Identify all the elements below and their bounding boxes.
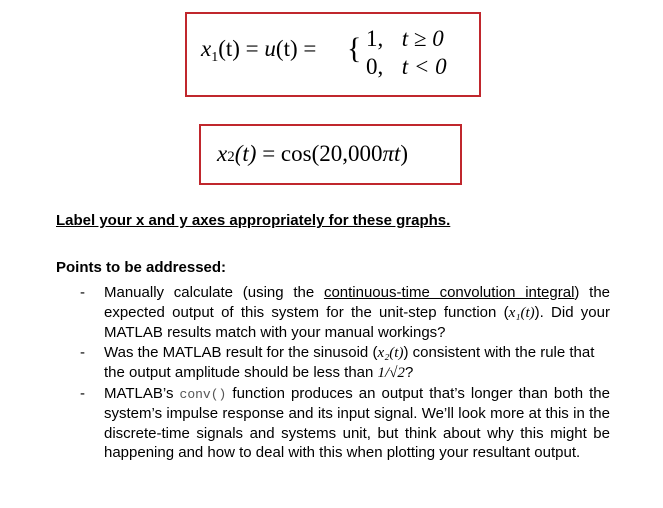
bullet-text-sinusoid: [104, 343, 610, 384]
piecewise-brace: {: [347, 32, 362, 65]
eq1-step-func: u: [264, 36, 276, 61]
eq2-rhs: = cos(20,000: [256, 141, 383, 166]
b1-post: ). Did your MATLAB results match with your manual workings?: [104, 303, 610, 341]
eq2-pi-t: πt: [382, 141, 401, 166]
label-axes-instruction: Label your x and y axes appropriately for these graphs.: [56, 212, 451, 229]
sinusoid-equation: [217, 141, 408, 167]
b3-post: function produces an output that’s longer than both the system’s impulse response and its input signal. We’ll look more at this in the discrete-time signals and systems unit, but think about why this might be happening and how to deal with this when plotting your resultant output.: [104, 384, 610, 461]
eq1-arg: (t) =: [218, 36, 265, 61]
bullet-dash: -: [80, 343, 85, 361]
conv-code: conv(): [179, 386, 227, 402]
b1-pre: Manually calculate (using the: [104, 284, 324, 301]
list-item: [80, 283, 610, 343]
bullet-dash: -: [80, 284, 85, 301]
b1-mid: ) the expected output of this system for the unit-step function (: [104, 284, 611, 321]
list-item: [80, 384, 610, 463]
list-item: [80, 343, 610, 384]
bullet-dash: -: [80, 384, 85, 402]
eq2-close: ): [400, 141, 409, 166]
case-2-value: 0,: [366, 54, 384, 79]
points-heading: Points to be addressed:: [56, 259, 227, 276]
b2-fraction: 1/√2: [377, 365, 405, 381]
points-list: [80, 283, 610, 463]
b2-mid: ) consistent with the rule that the output amplitude should be less than: [104, 343, 595, 381]
case-1-condition: t ≥ 0: [401, 26, 444, 51]
eq1-subscript: 1: [211, 50, 219, 65]
eq2-arg: (t): [234, 141, 257, 166]
b2-pre: Was the MATLAB result for the sinusoid (: [104, 343, 378, 361]
eq2-subscript: 2: [227, 149, 235, 165]
sinusoid-equation-box: [199, 124, 462, 185]
eq1-var: x: [201, 36, 212, 61]
unit-step-equation-lhs: [201, 36, 316, 66]
bullet-text-conv: [104, 384, 610, 463]
eq2-var: x: [217, 141, 228, 166]
piecewise-case-1: [366, 26, 444, 52]
b2-post: ?: [404, 364, 414, 381]
bullet-text-convolution: [104, 283, 610, 343]
b3-pre: MATLAB’s: [104, 384, 180, 402]
eq1-step-arg: (t) =: [275, 36, 317, 61]
convolution-integral-term: continuous-time convolution integral: [323, 284, 575, 301]
b1-math: x₁(t): [508, 304, 535, 321]
piecewise-case-2: [366, 54, 447, 80]
unit-step-equation-box: [185, 12, 481, 97]
case-2-condition: t < 0: [401, 54, 447, 79]
b2-math: x₂(t): [377, 344, 404, 361]
case-1-value: 1,: [366, 26, 384, 51]
